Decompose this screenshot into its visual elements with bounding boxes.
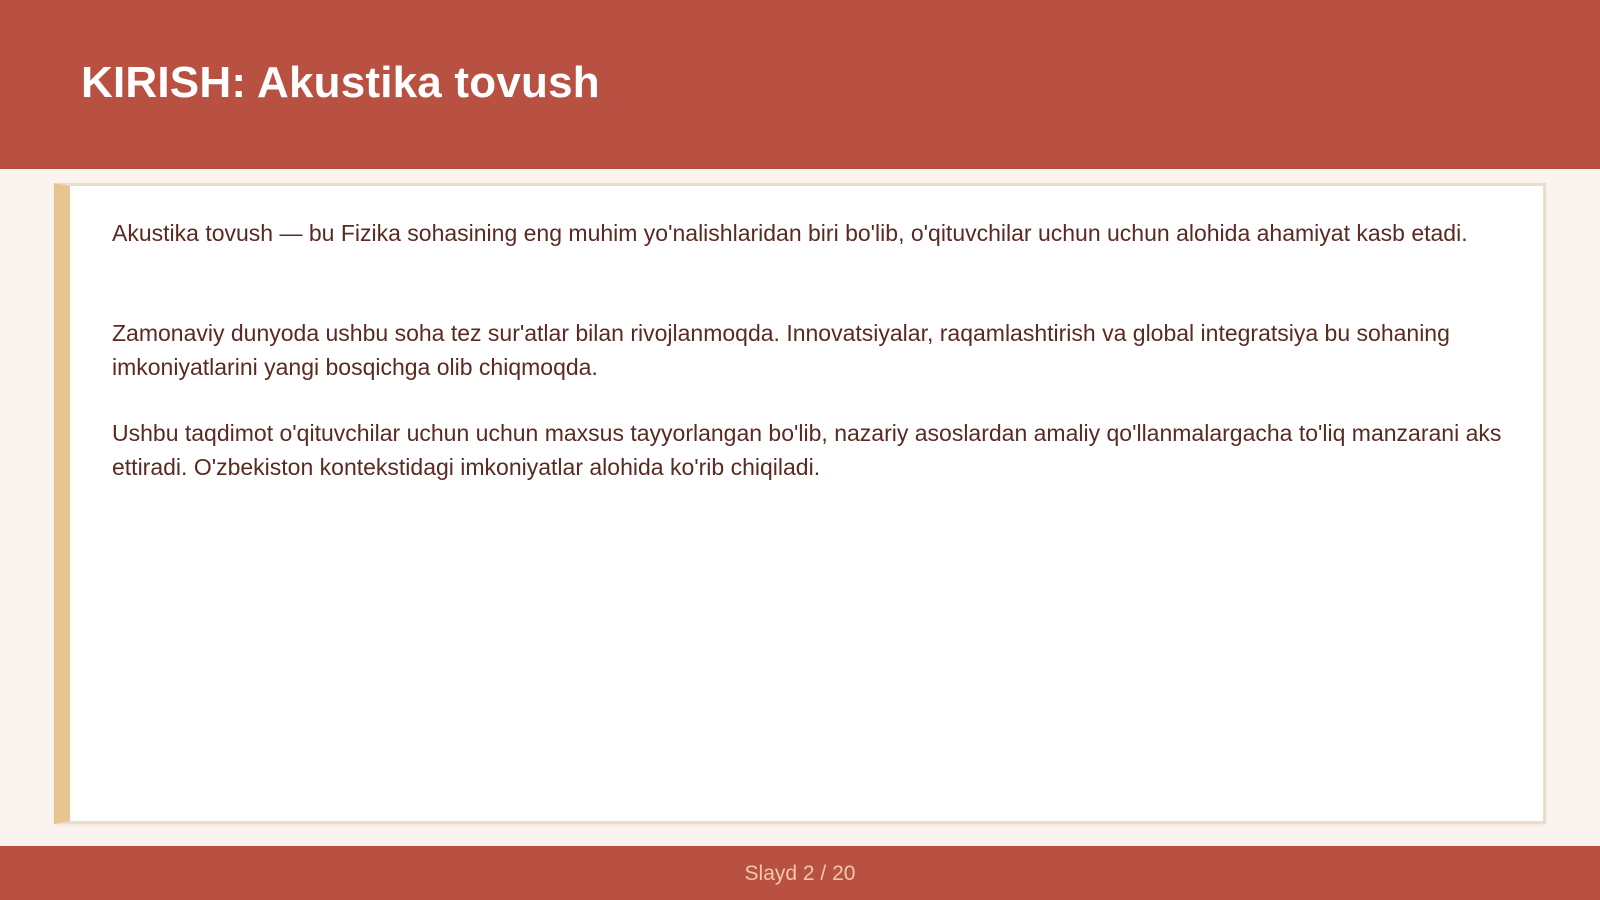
paragraph-intro: Akustika tovush — bu Fizika sohasining eng muhim yo'nalishlaridan biri bo'lib, o'qituvchilar uchun uchun alohida ahamiyat kasb etadi. — [112, 220, 1468, 246]
slide-footer — [0, 846, 1600, 900]
content-card — [54, 183, 1546, 824]
slide-header — [0, 0, 1600, 169]
paragraph-presentation-purpose: Ushbu taqdimot o'qituvchilar uchun uchun maxsus tayyorlangan bo'lib, nazariy asoslardan amaliy qo'llanmalargacha to'liq manzarani aks ettiradi. O'zbekiston kontekstidagi imkoniyatlar alohida ko'rib chiqiladi. — [112, 420, 1502, 480]
paragraph-modern-world: Zamonaviy dunyoda ushbu soha tez sur'atlar bilan rivojlanmoqda. Innovatsiyalar, raqamlashtirish va global integratsiya bu sohaning imkoniyatlarini yangi bosqichga olib chiqmoqda. — [112, 320, 1450, 380]
slide-number: Slayd 2 / 20 — [744, 862, 856, 885]
slide-title: KIRISH: Akustika tovush — [81, 58, 600, 107]
